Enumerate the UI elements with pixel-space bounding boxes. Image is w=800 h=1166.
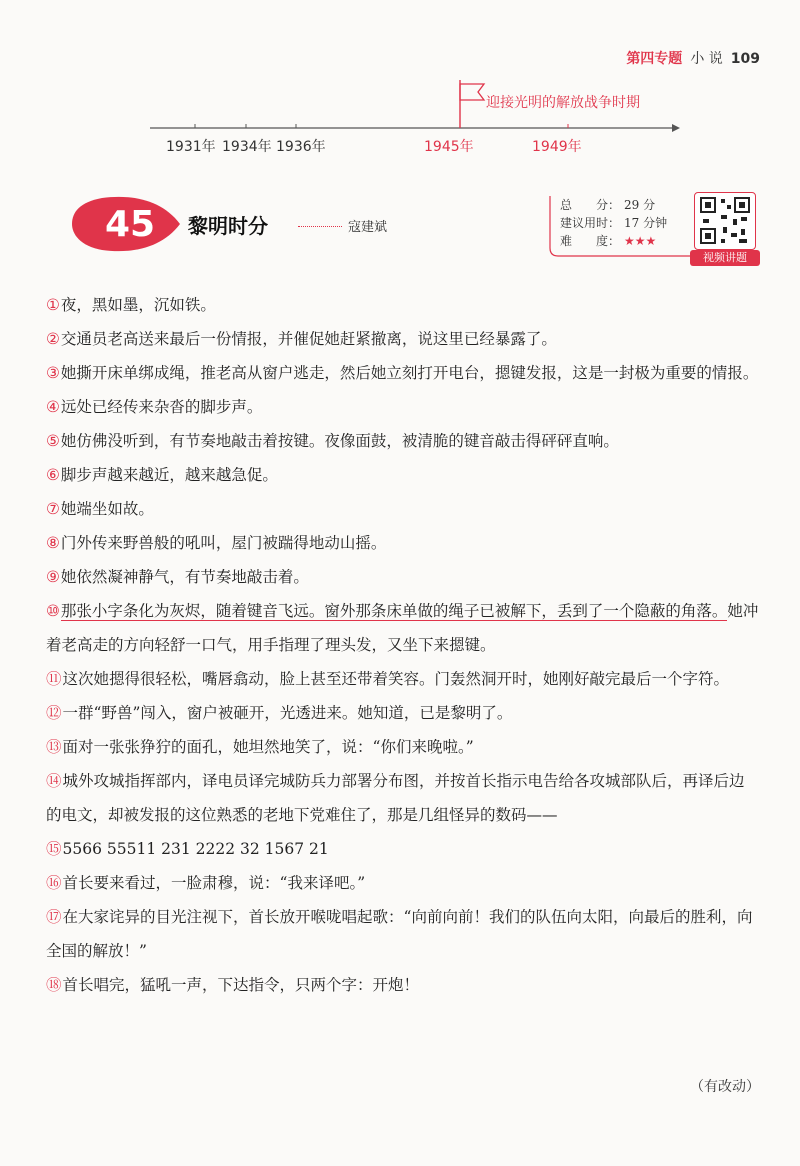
timeline-axis (0, 80, 800, 160)
page-number: 109 (730, 51, 760, 67)
section-label: 小 说 (690, 51, 723, 67)
paragraph-11: ⑪这次她摁得很轻松，嘴唇翕动，脸上甚至还带着笑容。门轰然洞开时，她刚好敲完最后一个字符。 (46, 670, 730, 688)
paragraph-16: ⑯首长要来看过，一脸肃穆，说：“我来译吧。” (46, 874, 366, 892)
paragraph-2: ②交通员老高送来最后一份情报，并催促她赶紧撤离，说这里已经暴露了。 (46, 330, 557, 348)
paragraph-7: ⑦她端坐如故。 (46, 500, 154, 518)
time-label: 建议用时： (560, 216, 621, 230)
paragraph-13: ⑬面对一张张狰狞的面孔，她坦然地笑了，说：“你们来晚啦。” (46, 738, 474, 756)
qr-code-icon[interactable] (694, 192, 756, 250)
article-body (46, 288, 760, 1002)
paragraph-9: ⑨她依然凝神静气，有节奏地敲击着。 (46, 568, 309, 586)
paragraph-6: ⑥脚步声越来越近，越来越急促。 (46, 466, 278, 484)
meta-info (560, 196, 667, 250)
paragraph-1: ①夜，黑如墨，沉如铁。 (46, 296, 216, 314)
paragraph-3: ③她撕开床单绑成绳，推老高从窗户逃走，然后她立刻打开电台，摁键发报，这是一封极为重要的情报。 (46, 364, 759, 382)
paragraph-14: ⑭城外攻城指挥部内，译电员译完城防兵力部署分布图，并按首长指示电告给各攻城部队后，再译后边的电文，却被发报的这位熟悉的老地下党难住了，那是几组怪异的数码—— (46, 772, 745, 824)
adaptation-note: （有改动） (690, 1079, 760, 1095)
difficulty-label: 难 度： (560, 234, 621, 248)
difficulty-stars: ★★★ (624, 234, 657, 248)
topic-label: 第四专题 (626, 51, 683, 67)
article-author: 寇建斌 (348, 220, 388, 235)
timeline-period-label: 迎接光明的解放战争时期 (486, 95, 640, 111)
paragraph-17: ⑰在大家诧异的目光注视下，首长放开喉咙唱起歌：“向前向前！我们的队伍向太阳，向最后的胜利，向全国的解放！” (46, 908, 753, 960)
total-label: 总 分： (560, 198, 621, 212)
year-1931: 1931年 (166, 139, 216, 155)
qr-pattern (695, 193, 755, 249)
paragraph-18: ⑱首长唱完，猛吼一声，下达指令，只两个字：开炮！ (46, 976, 420, 994)
total-value: 29 分 (624, 198, 656, 212)
timeline (0, 80, 800, 160)
page-header (626, 48, 760, 68)
paragraph-10: ⑩那张小字条化为灰烬，随着键音飞远。窗外那条床单做的绳子已被解下，丢到了一个隐蔽的角落。她冲着老高走的方向轻舒一口气，用手指理了理头发，又坐下来摁键。 (46, 602, 759, 654)
article-title: 黎明时分 (188, 214, 268, 238)
year-1945: 1945年 (424, 139, 474, 155)
underlined-sentence: 那张小字条化为灰烬，随着键音飞远。窗外那条床单做的绳子已被解下，丢到了一个隐蔽的角落。 (60, 602, 728, 620)
paragraph-5: ⑤她仿佛没听到，有节奏地敲击着按键。夜像面鼓，被清脆的键音敲击得砰砰直响。 (46, 432, 619, 450)
paragraph-8: ⑧门外传来野兽般的吼叫，屋门被踹得地动山摇。 (46, 534, 387, 552)
year-1936: 1936年 (276, 139, 326, 155)
paragraph-15: ⑮5566 55511 231 2222 32 1567 21 (46, 840, 329, 858)
video-explain-button[interactable]: 视频讲题 (690, 250, 760, 266)
year-1934: 1934年 (222, 139, 272, 155)
paragraph-12: ⑫一群“野兽”闯入，窗户被砸开，光透进来。她知道，已是黎明了。 (46, 704, 513, 722)
year-1949: 1949年 (532, 139, 582, 155)
paragraph-4: ④远处已经传来杂沓的脚步声。 (46, 398, 263, 416)
title-divider (298, 226, 342, 227)
time-value: 17 分钟 (624, 216, 668, 230)
article-number: 45 (104, 203, 156, 245)
